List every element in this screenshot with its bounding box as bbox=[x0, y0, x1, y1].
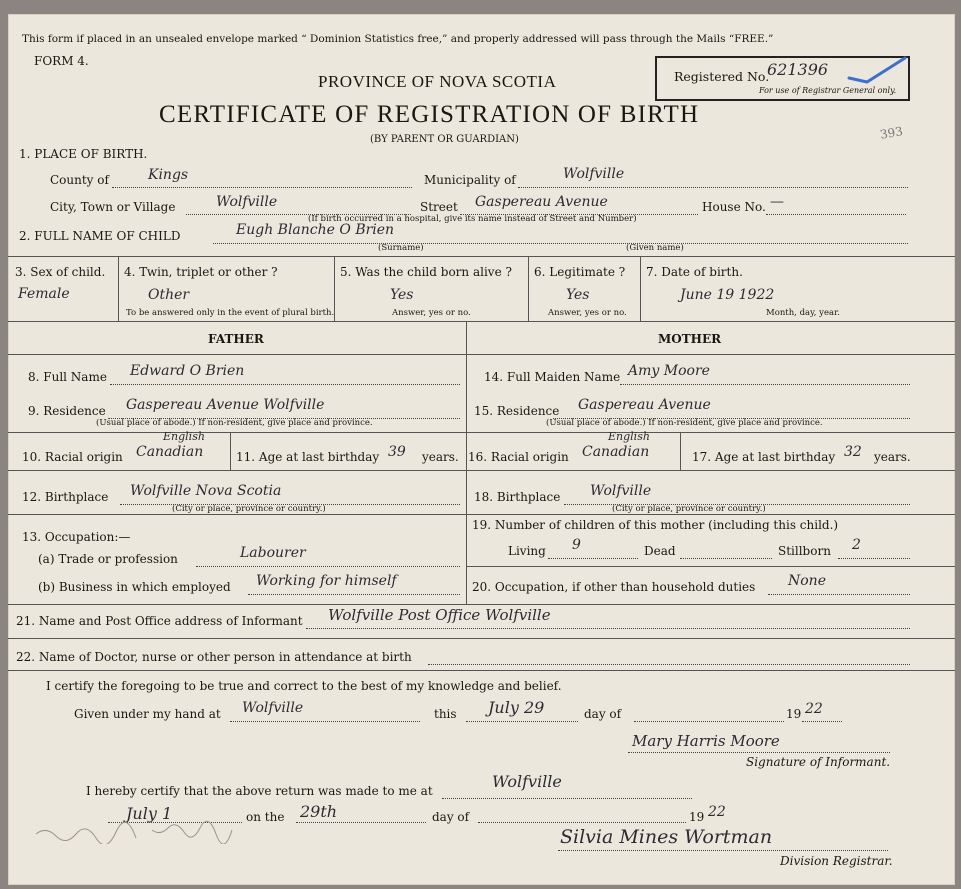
trade-label: (a) Trade or profession bbox=[38, 552, 178, 566]
date-note: Month, day, year. bbox=[766, 308, 840, 318]
mother-occupation-label: 20. Occupation, if other than household duties bbox=[472, 580, 756, 594]
mother-residence-value: Gaspereau Avenue bbox=[578, 397, 711, 413]
twin-note: To be answered only in the event of plural birth. bbox=[126, 308, 335, 318]
year-value: 22 bbox=[805, 701, 823, 717]
dead-label: Dead bbox=[644, 544, 676, 558]
house-number-value: — bbox=[770, 194, 784, 210]
occupation-label: 13. Occupation:— bbox=[22, 530, 131, 544]
year-prefix-2: 19 bbox=[689, 810, 705, 824]
child-name-label: 2. FULL NAME OF CHILD bbox=[19, 229, 181, 243]
child-name-value: Eugh Blanche O Brien bbox=[236, 222, 395, 238]
mother-birthplace-value: Wolfville bbox=[590, 483, 652, 499]
legitimate-note: Answer, yes or no. bbox=[548, 308, 627, 318]
registrar-general-note: For use of Registrar General only. bbox=[759, 86, 897, 95]
faint-pencil-scribble-icon bbox=[32, 820, 252, 844]
return-day-value: 29th bbox=[300, 802, 338, 821]
return-month-value: July 1 bbox=[126, 804, 173, 823]
informant-value: Wolfville Post Office Wolfville bbox=[328, 606, 551, 624]
father-racial-label: 10. Racial origin bbox=[22, 450, 123, 464]
day-of-label: day of bbox=[584, 707, 622, 721]
certify-statement: I certify the foregoing to be true and correct to the best of my knowledge and belief. bbox=[46, 679, 562, 693]
mother-birthplace-label: 18. Birthplace bbox=[474, 490, 561, 504]
form-number: FORM 4. bbox=[34, 54, 89, 68]
certificate-title: CERTIFICATE OF REGISTRATION OF BIRTH bbox=[159, 101, 700, 128]
father-birthplace-note: (City or place, province or country.) bbox=[172, 504, 326, 514]
mother-racial-value: Canadian bbox=[582, 444, 650, 460]
living-label: Living bbox=[508, 544, 546, 558]
father-name-value: Edward O Brien bbox=[130, 363, 245, 379]
mother-occupation-value: None bbox=[788, 573, 826, 589]
surname-note: (Surname) bbox=[378, 243, 424, 253]
mail-notice: This form if placed in an unsealed envelope marked “ Dominion Statistics free,” and properly addressed will pass through the Mails “FREE.” bbox=[22, 33, 774, 45]
county-label: County of bbox=[50, 173, 109, 187]
return-place-value: Wolfville bbox=[492, 772, 562, 791]
mother-name-value: Amy Moore bbox=[628, 363, 710, 379]
informant-signature: Mary Harris Moore bbox=[632, 732, 780, 750]
city-label: City, Town or Village bbox=[50, 200, 176, 214]
stillborn-label: Stillborn bbox=[778, 544, 831, 558]
mother-years: years. bbox=[874, 450, 911, 464]
father-years: years. bbox=[422, 450, 459, 464]
this-day-value: July 29 bbox=[488, 698, 545, 717]
given-name-note: (Given name) bbox=[626, 243, 684, 253]
day-of-label-2: day of bbox=[432, 810, 470, 824]
mother-age-value: 32 bbox=[844, 444, 862, 460]
business-value: Working for himself bbox=[256, 573, 397, 589]
house-number-label: House No. bbox=[702, 200, 766, 214]
registered-number: 621396 bbox=[767, 60, 829, 79]
on-the-label: on the bbox=[246, 810, 285, 824]
father-age-label: 11. Age at last birthday bbox=[236, 450, 380, 464]
sex-label: 3. Sex of child. bbox=[15, 265, 106, 279]
hospital-note: (If birth occurred in a hospital, give its name instead of Street and Number) bbox=[308, 214, 637, 224]
registered-number-box bbox=[655, 56, 910, 101]
county-value: Kings bbox=[148, 167, 189, 183]
place-of-birth-heading: 1. PLACE OF BIRTH. bbox=[19, 147, 148, 161]
mother-residence-note: (Usual place of abode.) If non-resident, give place and province. bbox=[546, 418, 823, 428]
informant-label: 21. Name and Post Office address of Informant bbox=[16, 614, 303, 628]
street-label: Street bbox=[420, 200, 458, 214]
certificate-subtitle: (BY PARENT OR GUARDIAN) bbox=[370, 134, 519, 145]
father-heading: FATHER bbox=[208, 332, 264, 346]
stillborn-value: 2 bbox=[852, 537, 861, 553]
father-residence-label: 9. Residence bbox=[28, 404, 106, 418]
date-of-birth-value: June 19 1922 bbox=[680, 287, 775, 303]
margin-number: 393 bbox=[878, 124, 904, 142]
sex-value: Female bbox=[18, 286, 70, 302]
municipality-value: Wolfville bbox=[563, 166, 625, 182]
this-label: this bbox=[434, 707, 457, 721]
alive-label: 5. Was the child born alive ? bbox=[340, 265, 512, 279]
registrar-signature: Silvia Mines Wortman bbox=[560, 826, 773, 848]
mother-residence-label: 15. Residence bbox=[474, 404, 560, 418]
children-count-label: 19. Number of children of this mother (including this child.) bbox=[472, 518, 839, 532]
father-age-value: 39 bbox=[388, 444, 406, 460]
mother-birthplace-note: (City or place, province or country.) bbox=[612, 504, 766, 514]
municipality-label: Municipality of bbox=[424, 173, 516, 187]
informant-signature-label: Signature of Informant. bbox=[746, 755, 891, 769]
legitimate-label: 6. Legitimate ? bbox=[534, 265, 626, 279]
blue-check-mark-icon bbox=[847, 56, 907, 86]
mother-name-label: 14. Full Maiden Name bbox=[484, 370, 621, 384]
father-name-label: 8. Full Name bbox=[28, 370, 107, 384]
father-birthplace-label: 12. Birthplace bbox=[22, 490, 109, 504]
date-of-birth-label: 7. Date of birth. bbox=[646, 265, 743, 279]
given-place-value: Wolfville bbox=[242, 700, 304, 716]
mother-racial-above: English bbox=[608, 430, 650, 443]
father-residence-note: (Usual place of abode.) If non-resident, give place and province. bbox=[96, 418, 373, 428]
mother-age-label: 17. Age at last birthday bbox=[692, 450, 836, 464]
given-under-hand-label: Given under my hand at bbox=[74, 707, 221, 721]
living-value: 9 bbox=[572, 537, 581, 553]
year-prefix: 19 bbox=[786, 707, 802, 721]
father-racial-value: Canadian bbox=[136, 444, 204, 460]
mother-heading: MOTHER bbox=[658, 332, 722, 346]
birth-certificate-document bbox=[8, 14, 955, 885]
registered-label: Registered No. bbox=[674, 69, 770, 84]
twin-label: 4. Twin, triplet or other ? bbox=[124, 265, 278, 279]
street-value: Gaspereau Avenue bbox=[475, 194, 608, 210]
alive-value: Yes bbox=[390, 287, 414, 303]
alive-note: Answer, yes or no. bbox=[392, 308, 471, 318]
year-value-2: 22 bbox=[708, 804, 726, 820]
trade-value: Labourer bbox=[240, 545, 306, 561]
legitimate-value: Yes bbox=[566, 287, 590, 303]
province-heading: PROVINCE OF NOVA SCOTIA bbox=[318, 72, 557, 91]
registrar-label: Division Registrar. bbox=[780, 854, 893, 868]
doctor-label: 22. Name of Doctor, nurse or other person in attendance at birth bbox=[16, 650, 412, 664]
mother-racial-label: 16. Racial origin bbox=[468, 450, 569, 464]
father-residence-value: Gaspereau Avenue Wolfville bbox=[126, 397, 325, 413]
return-made-label: I hereby certify that the above return was made to me at bbox=[86, 784, 433, 798]
city-value: Wolfville bbox=[216, 194, 278, 210]
business-label: (b) Business in which employed bbox=[38, 580, 231, 594]
father-birthplace-value: Wolfville Nova Scotia bbox=[130, 483, 282, 499]
twin-value: Other bbox=[148, 287, 190, 303]
father-racial-above: English bbox=[163, 430, 205, 443]
